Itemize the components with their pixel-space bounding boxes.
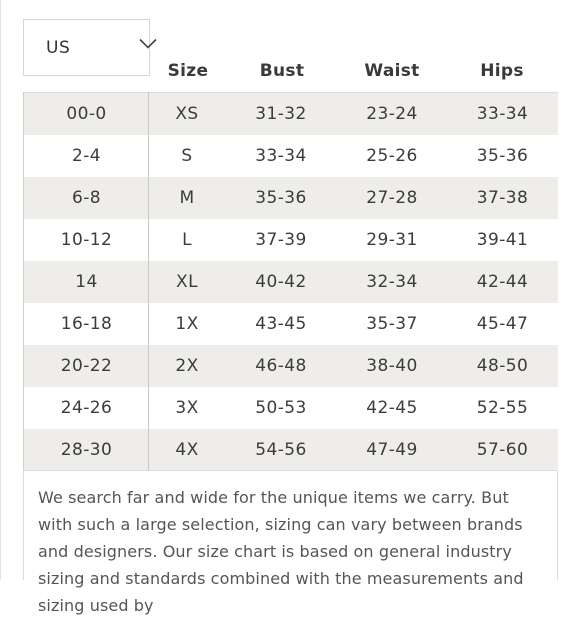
- chevron-down-icon: [139, 38, 157, 50]
- cell-us-size: 28-30: [60, 440, 113, 460]
- cell-us-size: 6-8: [72, 188, 101, 208]
- cell-size: XS: [175, 104, 199, 124]
- cell-bust: 54-56: [255, 440, 307, 460]
- table-row: [24, 93, 558, 135]
- table-row: [24, 135, 558, 177]
- table-bottom-border: [23, 470, 558, 471]
- header-bust: Bust: [259, 61, 305, 81]
- unit-dropdown[interactable]: [23, 19, 150, 76]
- cell-hips: 42-44: [476, 272, 529, 292]
- cell-waist: 32-34: [366, 272, 418, 292]
- cell-size: 3X: [175, 398, 199, 418]
- cell-hips: 39-41: [476, 230, 529, 250]
- cell-waist: 42-45: [366, 398, 418, 418]
- cell-us-size: 00-0: [66, 104, 107, 124]
- cell-size: S: [181, 146, 193, 166]
- header-hips: Hips: [480, 61, 524, 81]
- table-row: [24, 219, 558, 261]
- column-divider: [148, 92, 149, 470]
- cell-us-size: 14: [75, 272, 98, 292]
- cell-bust: 35-36: [255, 188, 307, 208]
- cell-hips: 52-55: [476, 398, 529, 418]
- cell-bust: 37-39: [255, 230, 307, 250]
- cell-us-size: 10-12: [60, 230, 113, 250]
- table-row: [24, 261, 558, 303]
- size-table: [23, 92, 558, 471]
- cell-waist: 27-28: [366, 188, 418, 208]
- cell-waist: 47-49: [366, 440, 418, 460]
- table-row: [24, 345, 558, 387]
- cell-bust: 31-32: [255, 104, 307, 124]
- cell-size: 1X: [175, 314, 199, 334]
- cell-us-size: 16-18: [60, 314, 113, 334]
- cell-hips: 33-34: [476, 104, 529, 124]
- cell-bust: 43-45: [255, 314, 307, 334]
- cell-us-size: 24-26: [60, 398, 113, 418]
- cell-waist: 29-31: [366, 230, 418, 250]
- sizing-note: We search far and wide for the unique items we carry. But with such a large selection, sizing can vary between brands and designers. Our size chart is based on general industry sizing and standards combined with the measurements and sizing used by: [38, 488, 524, 615]
- cell-us-size: 20-22: [60, 356, 113, 376]
- cell-size: M: [179, 188, 195, 208]
- cell-bust: 40-42: [255, 272, 307, 292]
- header-waist: Waist: [364, 61, 420, 81]
- cell-hips: 37-38: [476, 188, 529, 208]
- cell-bust: 50-53: [255, 398, 307, 418]
- cell-hips: 48-50: [476, 356, 529, 376]
- cell-waist: 38-40: [366, 356, 418, 376]
- table-row: [24, 387, 558, 429]
- note-box-left-border: [23, 470, 24, 580]
- cell-hips: 45-47: [476, 314, 529, 334]
- table-row: [24, 429, 558, 471]
- cell-size: XL: [176, 272, 198, 292]
- cell-bust: 46-48: [255, 356, 307, 376]
- cell-hips: 35-36: [476, 146, 529, 166]
- cell-size: 4X: [175, 440, 199, 460]
- cell-size: 2X: [175, 356, 199, 376]
- page-edge-line: [0, 0, 1, 580]
- table-row: [24, 177, 558, 219]
- cell-waist: 35-37: [366, 314, 418, 334]
- cell-size: L: [182, 230, 192, 250]
- unit-dropdown-value: US: [46, 38, 71, 58]
- cell-us-size: 2-4: [72, 146, 101, 166]
- cell-hips: 57-60: [476, 440, 529, 460]
- table-row: [24, 303, 558, 345]
- header-size: Size: [167, 61, 209, 81]
- cell-waist: 23-24: [366, 104, 418, 124]
- cell-waist: 25-26: [366, 146, 418, 166]
- note-box-right-border: [557, 470, 558, 580]
- cell-bust: 33-34: [255, 146, 307, 166]
